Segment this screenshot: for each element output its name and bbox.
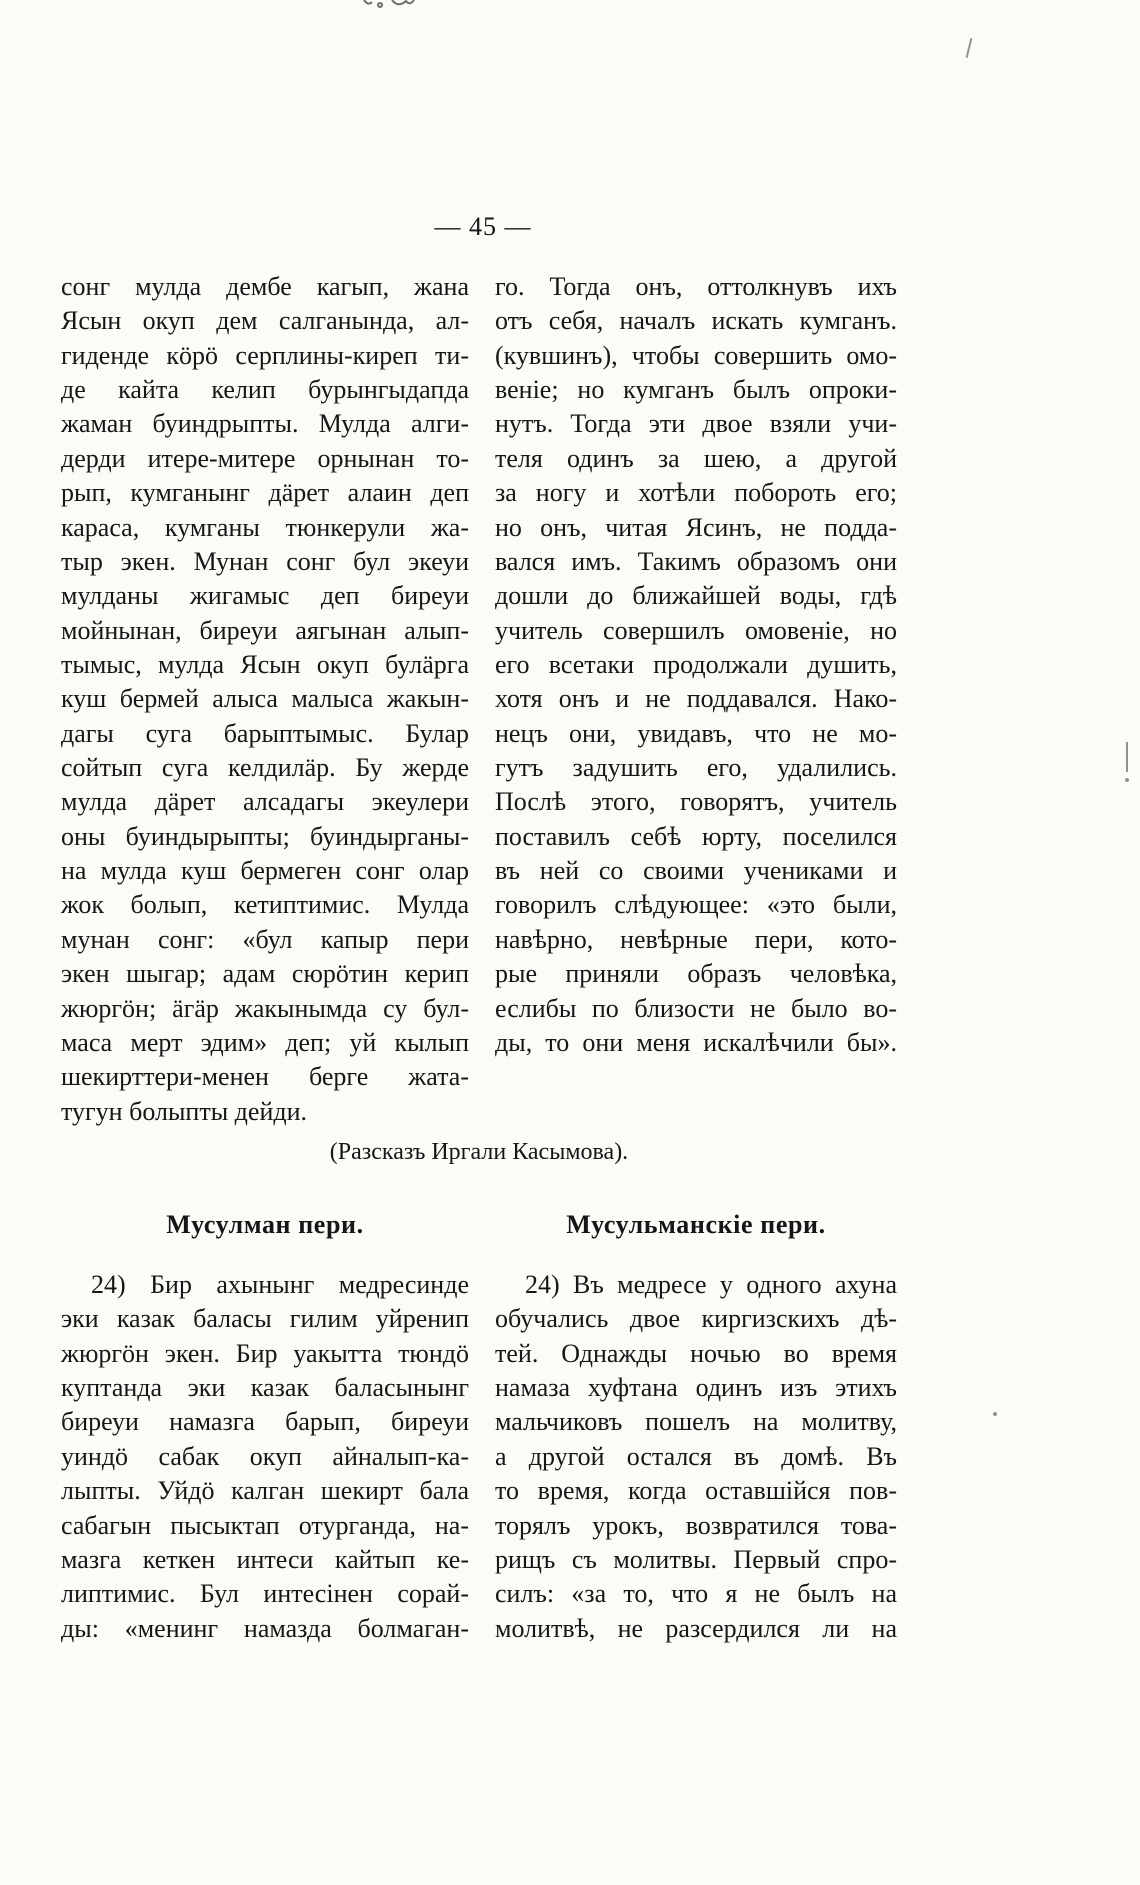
scan-mark	[966, 38, 973, 58]
kyrgyz-text-line: 24) Бир ахынынг медресинде	[91, 1270, 469, 1299]
kyrgyz-text-line: дагы суга барыптымыс. Булар	[61, 718, 469, 748]
russian-text-line: а другой остался въ домѣ. Въ	[495, 1441, 897, 1471]
kyrgyz-text-line: сойтып суга келдилӓр. Бу жерде	[61, 753, 469, 783]
kyrgyz-text-line: мазга кеткен интеси кайтып ке-	[61, 1544, 469, 1574]
kyrgyz-text-line: мулда дӓрет алсадагы экеулери	[61, 787, 469, 817]
kyrgyz-text-line: экен шыгар; адам сюрӧтин керип	[61, 959, 469, 989]
kyrgyz-text-line: уиндӧ сабак окуп айналып-ка-	[61, 1441, 469, 1471]
russian-text-line: отъ себя, началъ искать кумганъ.	[495, 306, 897, 336]
scan-smudge	[362, 0, 416, 10]
kyrgyz-text-line: рып, кумганынг дӓрет алаин деп	[61, 478, 469, 508]
kyrgyz-text-line: тыр экен. Мунан сонг бул экеуи	[61, 546, 469, 576]
kyrgyz-text-line: ды: «менинг намазда болмаган-	[61, 1613, 469, 1643]
russian-text-line: учитель совершилъ омовеніе, но	[495, 615, 897, 645]
russian-text-line: вался имъ. Такимъ образомъ они	[495, 546, 897, 576]
kyrgyz-text-line: жаман буиндрыпты. Мулда алги-	[61, 409, 469, 439]
kyrgyz-text-line: куптанда эки казак баласынынг	[61, 1373, 469, 1403]
russian-text-line: гутъ задушить его, удалились.	[495, 753, 897, 783]
kyrgyz-text-line: дерди итере-митере орнынан то-	[61, 443, 469, 473]
russian-text-line: молитвѣ, не разсердился ли на	[495, 1613, 897, 1643]
russian-text-line: го. Тогда онъ, оттолкнувъ ихъ	[495, 272, 897, 301]
kyrgyz-text-line: мунан сонг: «бул капыр пери	[61, 924, 469, 954]
russian-text-line: навѣрно, невѣрные пери, кото-	[495, 924, 897, 954]
kyrgyz-text-line: жюргӧн; ӓгӓр жакынымда су бул-	[61, 993, 469, 1023]
kyrgyz-text-line: тымыс, мулда Ясын окуп булӓрга	[61, 649, 469, 679]
kyrgyz-text-line: биреуи намазга барып, биреуи	[61, 1407, 469, 1437]
kyrgyz-text-line: сабагын пысыктап отурганда, на-	[61, 1510, 469, 1540]
russian-text-line: торялъ урокъ, возвратился това-	[495, 1510, 897, 1540]
kyrgyz-text-line: лыпты. Уйдӧ калган шекирт бала	[61, 1476, 469, 1506]
russian-text-line: обучались двое киргизскихъ дѣ-	[495, 1304, 897, 1334]
kyrgyz-text-line: липтимис. Бул интесінен сорай-	[61, 1579, 469, 1609]
russian-text-line: нутъ. Тогда эти двое взяли учи-	[495, 409, 897, 439]
kyrgyz-text-line: караса, кумганы тюнкерули жа-	[61, 512, 469, 542]
kyrgyz-text-line: сонг мулда дембе кагып, жана	[61, 272, 469, 301]
russian-text-line: теля одинъ за шею, а другой	[495, 443, 897, 473]
kyrgyz-column-section-24	[61, 1268, 469, 1646]
russian-text-line: еслибы по близости не было во-	[495, 993, 897, 1023]
kyrgyz-text-line: на мулда куш бермеген сонг олар	[61, 856, 469, 886]
russian-text-line: веніе; но кумганъ былъ опроки-	[495, 375, 897, 405]
russian-text-line: (кувшинъ), чтобы совершить омо-	[495, 340, 897, 370]
russian-text-line: то время, когда оставшійся пов-	[495, 1476, 897, 1506]
kyrgyz-text-line: Ясын окуп дем салганында, ал-	[61, 306, 469, 336]
russian-text-line: ды, то они меня искалѣчили бы».	[495, 1027, 897, 1057]
page-number: — 45 —	[434, 212, 532, 241]
russian-text-line: рищъ съ молитвы. Первый спро-	[495, 1544, 897, 1574]
kyrgyz-text-line: жок болып, кетиптимис. Мулда	[61, 890, 469, 920]
russian-text-line: нецъ они, увидавъ, что не мо-	[495, 718, 897, 748]
kyrgyz-text-line: оны буиндырыпты; буиндырганы-	[61, 821, 469, 851]
russian-text-line: но онъ, читая Ясинъ, не подда-	[495, 512, 897, 542]
russian-text-line: мальчиковъ пошелъ на молитву,	[495, 1407, 897, 1437]
russian-column-upper	[495, 270, 897, 1060]
russian-text-line: намаза хуфтана одинъ изъ этихъ	[495, 1373, 897, 1403]
kyrgyz-text-line: мулданы жигамыс деп биреуи	[61, 581, 469, 611]
kyrgyz-text-line: гиденде кӧрӧ серплины-киреп ти-	[61, 340, 469, 370]
kyrgyz-text-line: мойнынан, биреуи аягынан алып-	[61, 615, 469, 645]
kyrgyz-text-line: жюргӧн экен. Бир уакытта тюндӧ	[61, 1338, 469, 1368]
scan-mark	[1126, 742, 1128, 772]
kyrgyz-text-line: де кайта келип бурынгыдапда	[61, 375, 469, 405]
russian-column-section-24	[495, 1268, 897, 1646]
russian-text-line: рые приняли образъ человѣка,	[495, 959, 897, 989]
kyrgyz-column-upper	[61, 270, 469, 1129]
russian-text-line: говорилъ слѣдующее: «это были,	[495, 890, 897, 920]
russian-section-heading: Мусульманскіе пери.	[566, 1210, 826, 1239]
scan-dot	[993, 1412, 997, 1416]
russian-text-line: хотя онъ и не поддавался. Нако-	[495, 684, 897, 714]
scan-mark	[1125, 778, 1129, 782]
russian-text-line: Послѣ этого, говорятъ, учитель	[495, 787, 897, 817]
kyrgyz-text-line: эки казак баласы гилим уйренип	[61, 1304, 469, 1334]
russian-text-line: за ногу и хотѣли побороть его;	[495, 478, 897, 508]
russian-text-line: его всетаки продолжали душить,	[495, 649, 897, 679]
russian-text-line: тей. Однажды ночью во время	[495, 1338, 897, 1368]
russian-text-line: силъ: «за то, что я не былъ на	[495, 1579, 897, 1609]
kyrgyz-section-heading: Мусулман пери.	[166, 1210, 364, 1239]
kyrgyz-text-line: шекирттери-менен берге жата-	[61, 1062, 469, 1092]
russian-text-line: 24) Въ медресе у одного ахуна	[525, 1270, 897, 1299]
russian-text-line: поставилъ себѣ юрту, поселился	[495, 821, 897, 851]
russian-text-line: дошли до ближайшей воды, гдѣ	[495, 581, 897, 611]
kyrgyz-text-line: куш бермей алыса малыса жакын-	[61, 684, 469, 714]
kyrgyz-text-line: маса мерт эдим» деп; уй кылып	[61, 1027, 469, 1057]
russian-text-line: въ ней со своими учениками и	[495, 856, 897, 886]
story-attribution: (Разсказъ Иргали Касымова).	[329, 1139, 629, 1165]
kyrgyz-text-line: тугун болыпты дейди.	[61, 1096, 307, 1126]
